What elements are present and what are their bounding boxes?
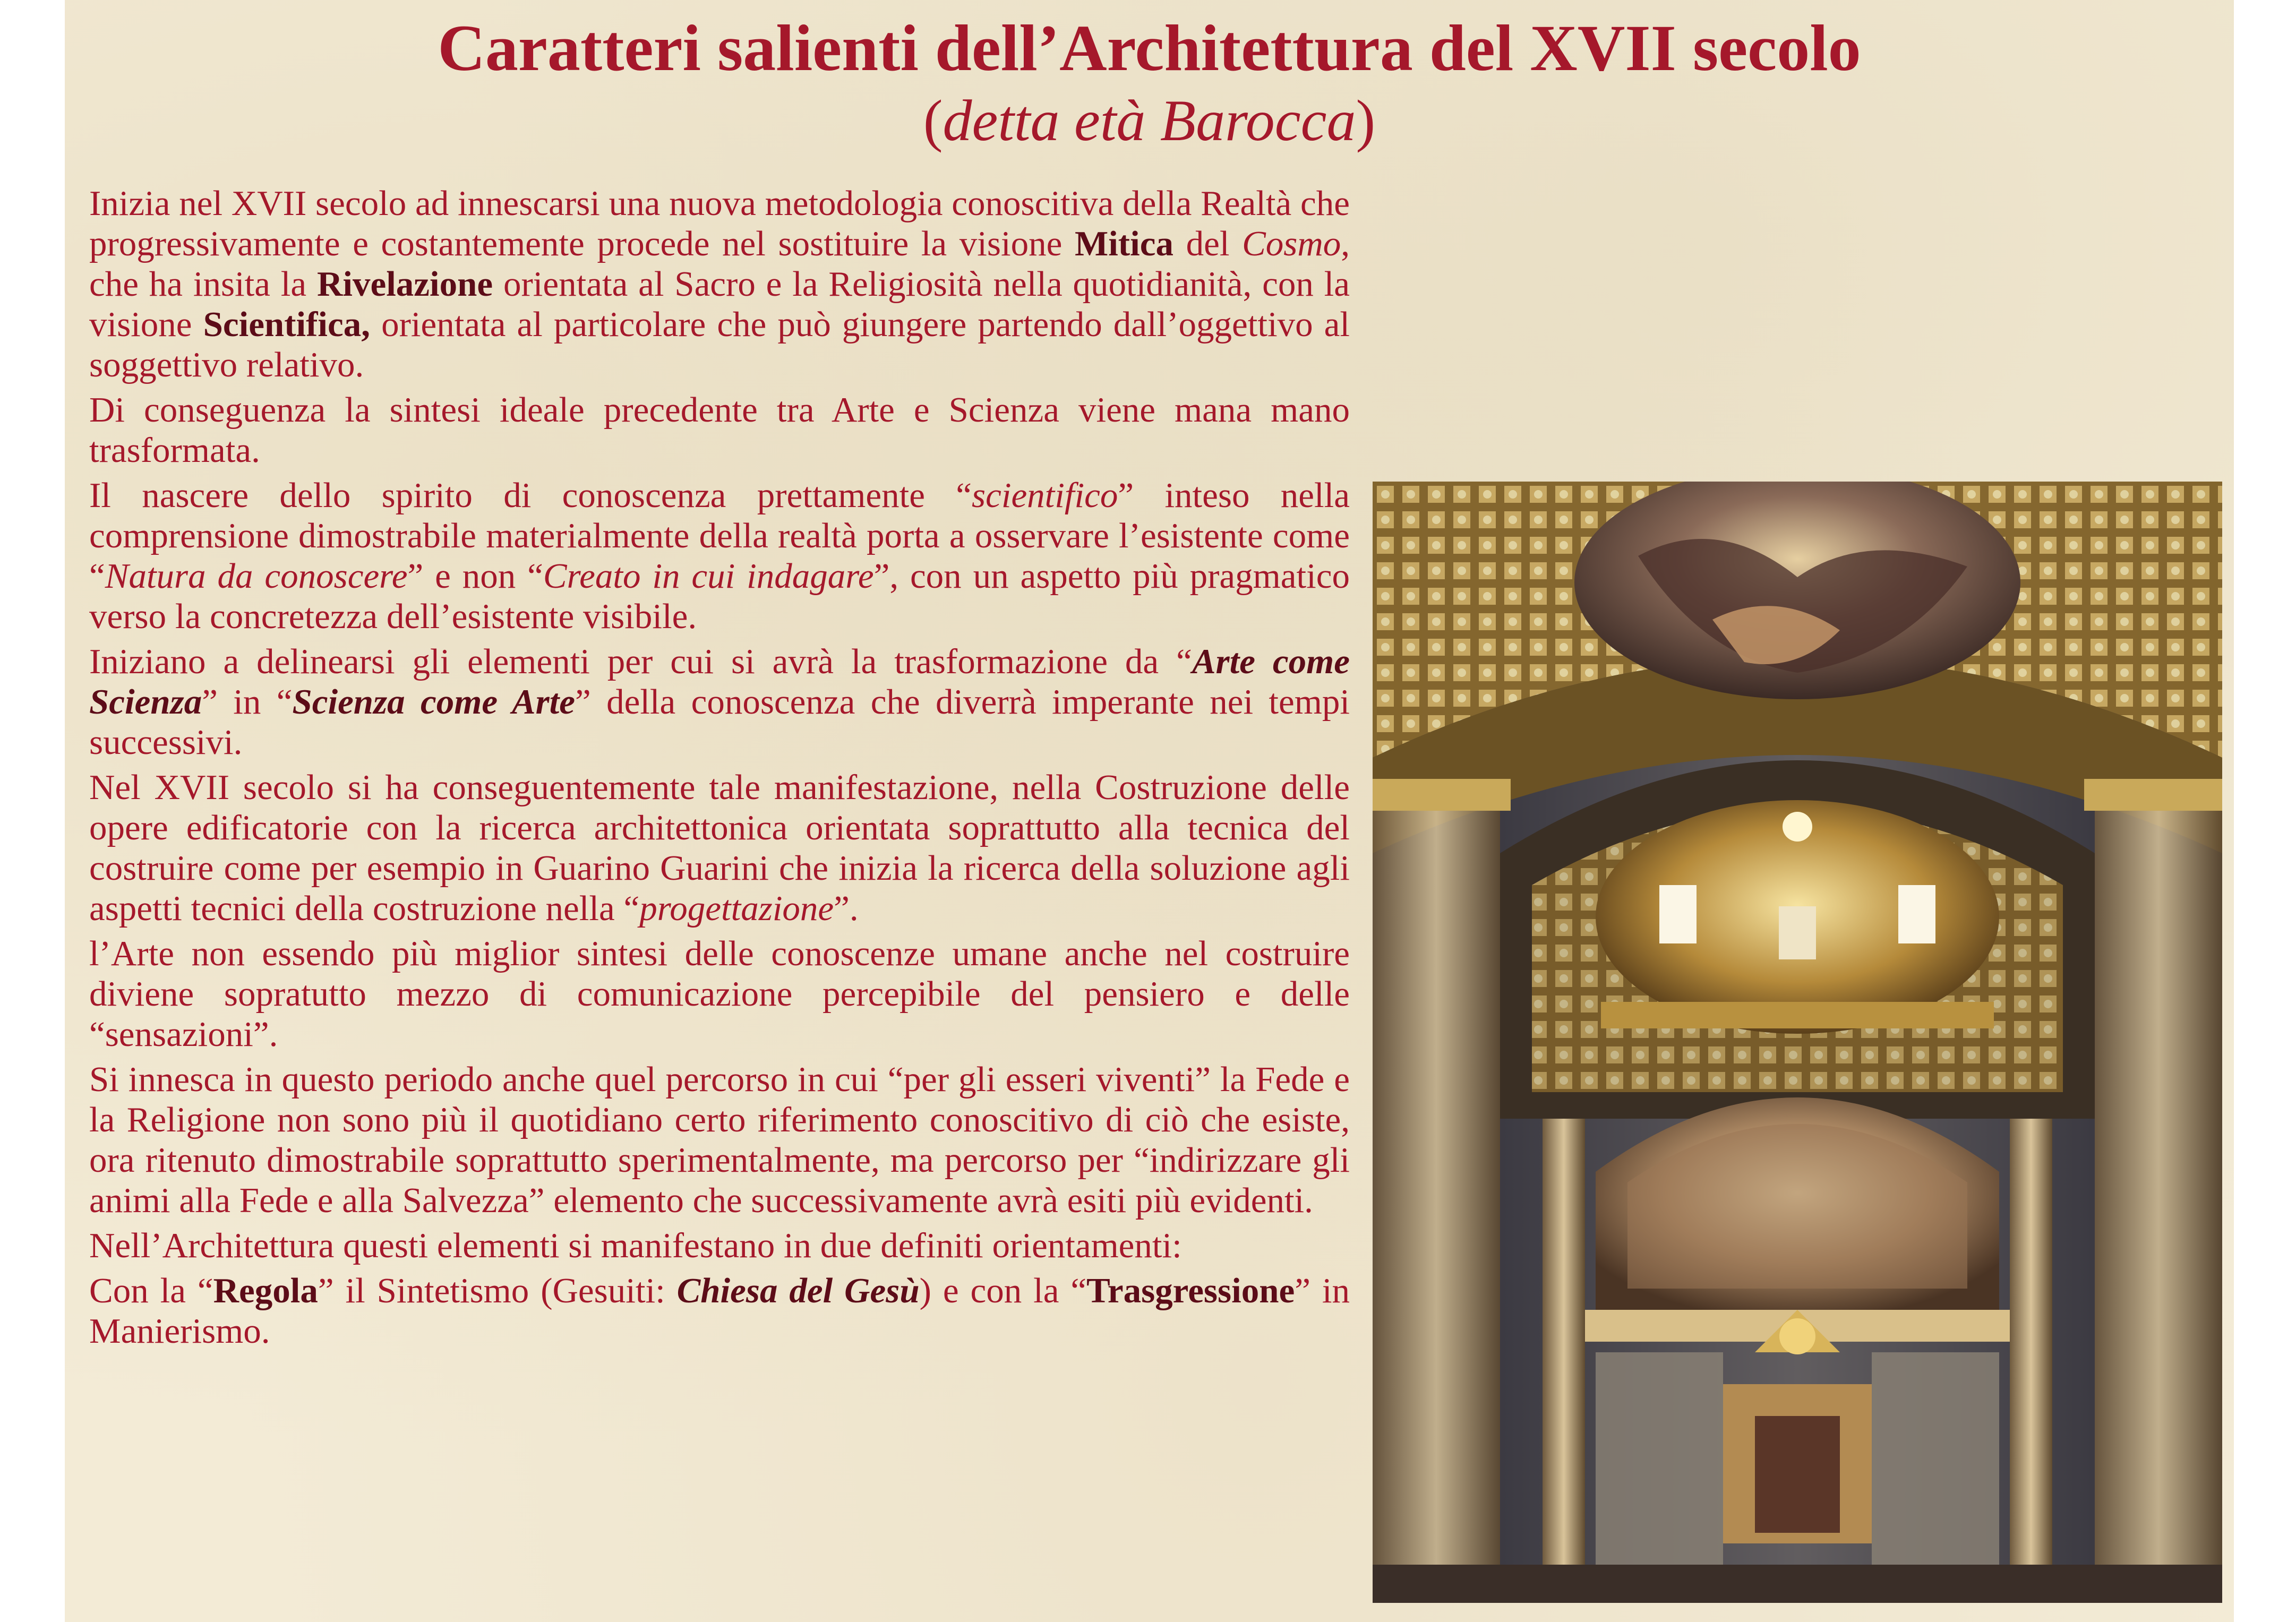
paragraph-6: l’Arte non essendo più miglior sintesi delle conoscenze umane anche nel costruire diviene sopratutto mezzo di comunicazione percepibile del pensiero e delle “sensazioni”. bbox=[89, 934, 1350, 1054]
paragraph-4 bbox=[89, 641, 1350, 762]
p3-text-c: ” inteso nella comprensione dimostrabile materialmente della realtà porta a osservare l’esistente come “ bbox=[89, 476, 1350, 596]
p5-text-c: ”. bbox=[834, 889, 859, 928]
slide-title bbox=[65, 10, 2234, 155]
paragraph-3 bbox=[89, 475, 1350, 637]
p1-term-cosmo: Cosmo bbox=[1242, 224, 1341, 263]
p3-term-creato: Creato in cui indagare bbox=[543, 556, 874, 596]
title-paren-open: ( bbox=[923, 88, 943, 153]
p3-text-e: ” e non “ bbox=[407, 556, 543, 596]
p4-text-c: ” in “ bbox=[202, 682, 293, 722]
title-subtitle: detta età Barocca bbox=[943, 88, 1356, 153]
body-text bbox=[89, 183, 1350, 1356]
p1-term-mitica: Mitica bbox=[1074, 224, 1173, 263]
paragraph-8: Nell’Architettura questi elementi si manifestano in due definiti orientamenti: bbox=[89, 1226, 1182, 1265]
paragraph-1 bbox=[89, 183, 1350, 385]
p3-text-g: ”, con un aspetto più pragmatico verso la concretezza dell’esistente visibile. bbox=[89, 556, 1350, 636]
p1-term-scientifica: Scientifica, bbox=[203, 305, 371, 344]
p4-text-a: Iniziano a delinearsi gli elementi per cui si avrà la trasformazione da “ bbox=[89, 642, 1192, 681]
p5-term-progettazione: progettazione bbox=[639, 889, 834, 928]
paragraph-5 bbox=[89, 767, 1350, 929]
p1-text-g: orientata al Sacro e la Religiosità nella quotidianità, con la visione bbox=[89, 264, 1350, 344]
p9-text-e: ) e con la “ bbox=[919, 1271, 1087, 1310]
p1-text-e: , che ha insita la bbox=[89, 224, 1350, 304]
p4-term-scienza-come-arte: Scienza come Arte bbox=[292, 682, 576, 722]
slide bbox=[65, 0, 2234, 1622]
p9-text-a: Con la “ bbox=[89, 1271, 213, 1310]
p3-text-a: Il nascere dello spirito di conoscenza prettamente “ bbox=[89, 476, 972, 515]
p9-term-trasgressione: Trasgressione bbox=[1086, 1271, 1295, 1310]
p9-term-regola: Regola bbox=[213, 1271, 318, 1310]
paragraph-2: Di conseguenza la sintesi ideale precedente tra Arte e Scienza viene mana mano trasformata. bbox=[89, 390, 1350, 470]
p9-text-c: ” il Sintetismo (Gesuiti: bbox=[318, 1271, 677, 1310]
p1-text-a: Inizia nel XVII secolo ad innescarsi una nuova metodologia conoscitiva della Realtà che progressivamente e costantemente procede nel sostituire la visione bbox=[89, 184, 1350, 263]
p4-term-arte-come-scienza: Arte come Scienza bbox=[89, 642, 1350, 722]
p1-text-i: orientata al particolare che può giungere partendo dall’oggettivo al soggettivo relativo. bbox=[89, 305, 1350, 384]
church-interior-photo bbox=[1373, 482, 2222, 1603]
p5-text-a: Nel XVII secolo si ha conseguentemente tale manifestazione, nella Costruzione delle opere edificatorie con la ricerca architettonica orientata soprattutto alla tecnica del costruire come per esempio in Guarino Guarini che inizia la ricerca della soluzione agli aspetti tecnici della costruzione nella “ bbox=[89, 768, 1350, 928]
paragraph-9 bbox=[89, 1271, 1350, 1351]
p9-text-g: ” in Manierismo. bbox=[89, 1271, 1350, 1351]
p3-term-scientifico: scientifico bbox=[972, 476, 1118, 515]
p1-text-c: del bbox=[1173, 224, 1243, 263]
p4-text-e: ” della conoscenza che diverrà imperante nei tempi successivi. bbox=[89, 682, 1350, 762]
title-paren-close: ) bbox=[1356, 88, 1376, 153]
p9-term-chiesa-del-gesu: Chiesa del Gesù bbox=[676, 1271, 920, 1310]
p3-term-natura: Natura da conoscere bbox=[105, 556, 408, 596]
paragraph-7: Si innesca in questo periodo anche quel percorso in cui “per gli esseri viventi” la Fede e la Religione non sono più il quotidiano certo riferimento conoscitivo di ciò che esiste, ora ritenuto dimostrabile soprattutto sperimentalmente, ma percorso per “indirizzare gli animi alla Fede e alla Salvezza” elemento che successivamente avrà esiti più evidenti. bbox=[89, 1060, 1350, 1220]
title-line-1: Caratteri salienti dell’Architettura del XVII secolo bbox=[438, 12, 1861, 84]
title-line-2 bbox=[65, 87, 2234, 155]
p1-term-rivelazione: Rivelazione bbox=[316, 264, 493, 304]
